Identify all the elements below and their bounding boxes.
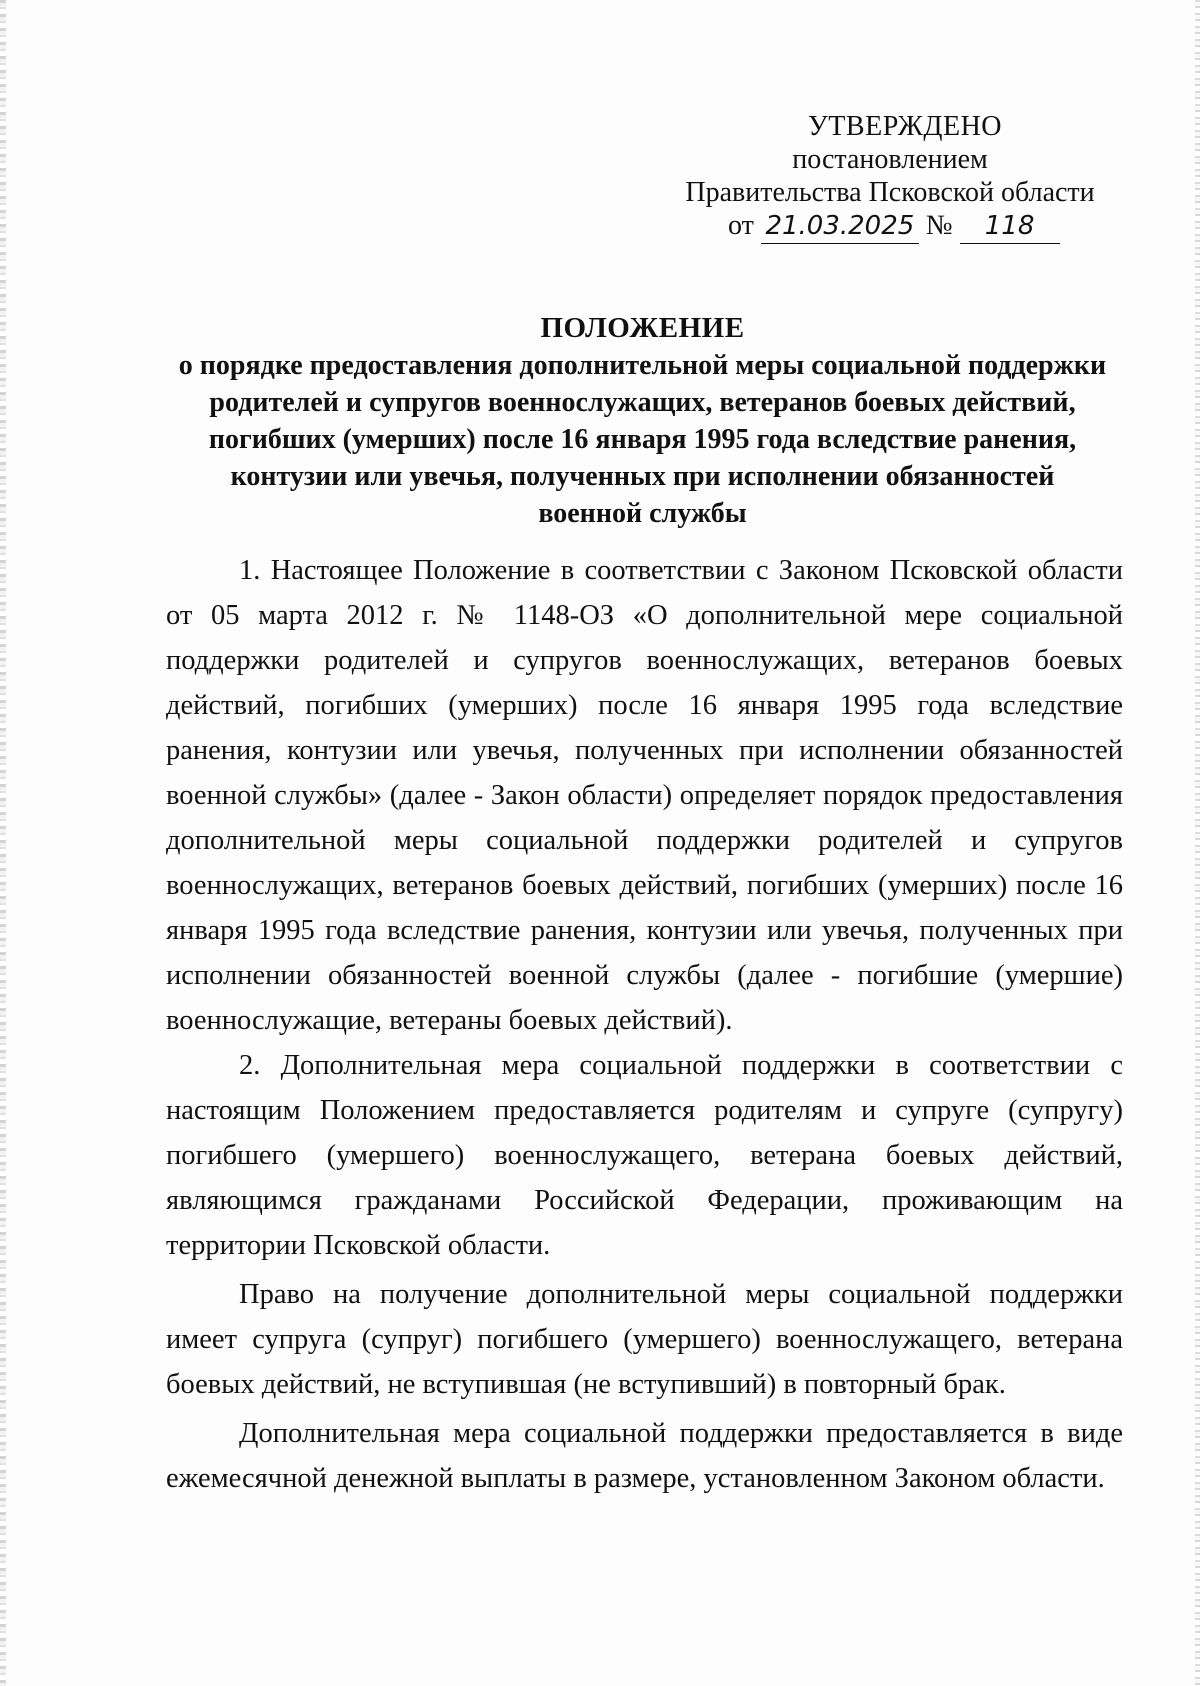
paragraph-1: 1. Настоящее Положение в соответствии с Законом Псковской области от 05 марта 2012 г. № 1148-ОЗ «О дополнительной мере социальной поддержки родителей и супругов военнослужащих, ветеранов боевых действий, погибших (умерших) после 16 января 1995 года вследствие ранения, контузии или увечья, полученных при исполнении обязанностей военной службы» (далее - Закон области) определяет порядок предоставления дополнительной меры социальной поддержки родителей и супругов военнослужащих, ветеранов боевых действий, погибших (умерших) после 16 января 1995 года вследствие ранения, контузии или увечья, полученных при исполнении обязанностей военной службы (далее - погибшие (умершие) военнослужащие, ветераны боевых действий). <box>166 555 1123 1036</box>
subtitle-line-5: военной службы <box>538 498 747 529</box>
handwritten-date: 21.03.2025 <box>761 210 919 244</box>
paragraph-4: Дополнительная мера социальной поддержки предоставляется в виде ежемесячной денежной выплаты в размере, установленном Законом области. <box>166 1418 1123 1494</box>
approval-resolution-line: постановлением <box>792 144 988 175</box>
number-sign: № <box>925 210 953 241</box>
document-body <box>166 548 1123 1501</box>
handwritten-number: 118 <box>960 210 1060 244</box>
document-title: ПОЛОЖЕНИЕ <box>540 312 745 344</box>
paragraph-2: 2. Дополнительная мера социальной поддержки в соответствии с настоящим Положением предоставляется родителям и супруге (супругу) погибшего (умершего) военнослужащего, ветерана боевых действий, являющимся гражданами Российской Федерации, проживающим на территории Псковской области. <box>166 1050 1123 1261</box>
approval-block <box>680 110 1100 244</box>
date-prefix: от <box>728 210 754 241</box>
subtitle-line-4: контузии или увечья, полученных при исполнении обязанностей <box>230 461 1055 492</box>
approval-authority-line: Правительства Псковской области <box>685 177 1095 208</box>
scan-edge-left <box>0 0 6 1686</box>
subtitle-line-3: погибших (умерших) после 16 января 1995 года вследствие ранения, <box>208 424 1077 455</box>
approved-label: УТВЕРЖДЕНО <box>807 111 1003 142</box>
scan-edge-right <box>1195 0 1200 1686</box>
approval-date-row <box>728 209 1100 244</box>
document-heading <box>120 310 1165 532</box>
paragraph-3: Право на получение дополнительной меры социальной поддержки имеет супруга (супруг) погибшего (умершего) военнослужащего, ветерана боевых действий, не вступившая (не вступивший) в повторный брак. <box>166 1279 1123 1400</box>
subtitle-line-1: о порядке предоставления дополнительной меры социальной поддержки <box>178 350 1107 381</box>
subtitle-line-2: родителей и супругов военнослужащих, ветеранов боевых действий, <box>209 387 1076 418</box>
